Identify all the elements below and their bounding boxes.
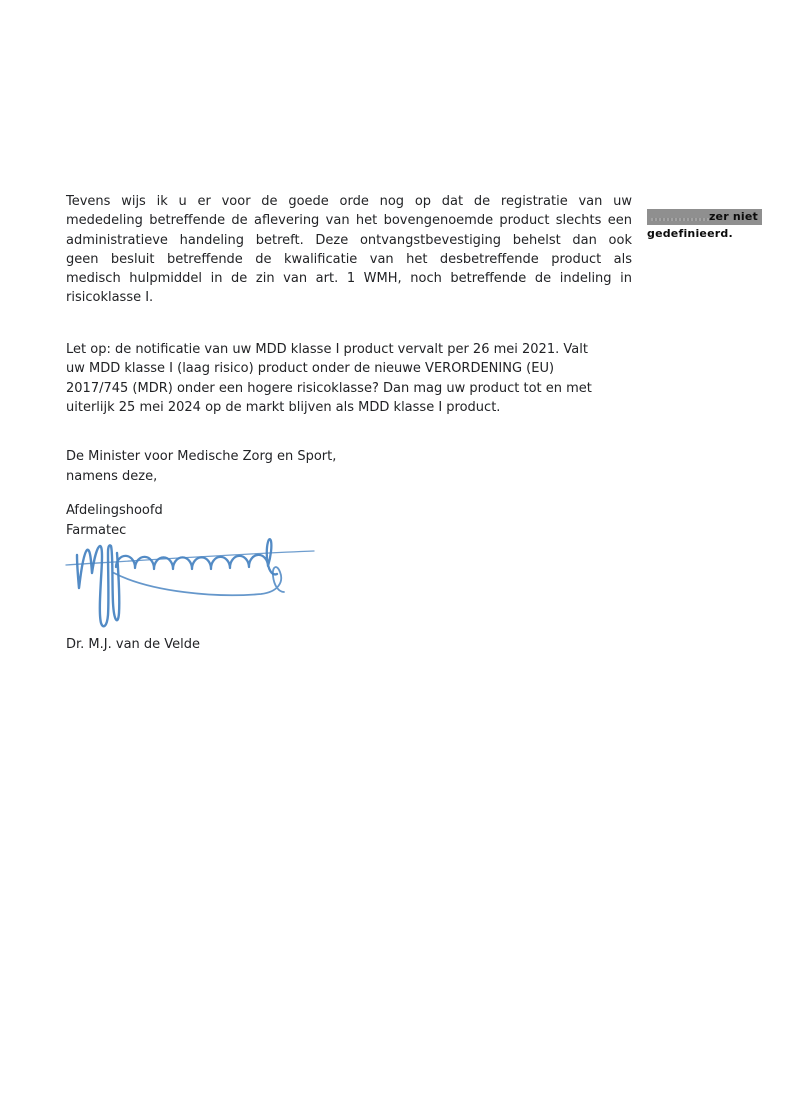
signature-strokes xyxy=(66,539,314,626)
paragraph-line: Tevens wijs ik u er voor de goede orde nog op dat de registratie van uw xyxy=(66,194,632,209)
closing-salutation: De Minister voor Medische Zorg en Sport, xyxy=(66,449,337,464)
margin-note-text: gedefinieerd. xyxy=(647,227,733,240)
paragraph-line: geen besluit betreffende de kwalificatie van het desbetreffende product als xyxy=(66,251,632,267)
paragraph-line: Let op: de notificatie van uw MDD klasse I product vervalt per 26 mei 2021. Valt xyxy=(66,342,588,357)
paragraph-line: uiterlijk 25 mei 2024 op de markt blijven als MDD klasse I product. xyxy=(66,399,501,415)
body-paragraph-mdd-notice xyxy=(66,340,676,417)
paragraph-line: uw MDD klasse I (laag risico) product onder de nieuwe VERORDENING (EU) xyxy=(66,361,555,377)
margin-note-highlight: zer niet xyxy=(647,209,762,225)
margin-note xyxy=(647,209,767,241)
closing-namens-deze: namens deze, xyxy=(66,469,158,484)
signer-name: Dr. M.J. van de Velde xyxy=(66,637,201,652)
signature-svg xyxy=(56,531,326,637)
body-paragraph-registration xyxy=(66,192,632,308)
paragraph-line: 2017/745 (MDR) onder een hogere risicoklasse? Dan mag uw product tot en met xyxy=(66,380,592,396)
paragraph-line: administratieve handeling betreft. Deze ontvangstbevestiging behelst dan ook xyxy=(66,232,632,248)
signature-image xyxy=(56,531,326,637)
paragraph-line: mededeling betreffende de aflevering van het bovengenoemde product slechts een xyxy=(66,213,632,229)
paragraph-line: medisch hulpmiddel in de zin van art. 1 WMH, noch betreffende de indeling in xyxy=(66,271,632,287)
signer-role: Afdelingshoofd xyxy=(66,503,163,518)
paragraph-line: risicoklasse I. xyxy=(66,290,154,306)
signer-department: Farmatec xyxy=(66,523,127,538)
